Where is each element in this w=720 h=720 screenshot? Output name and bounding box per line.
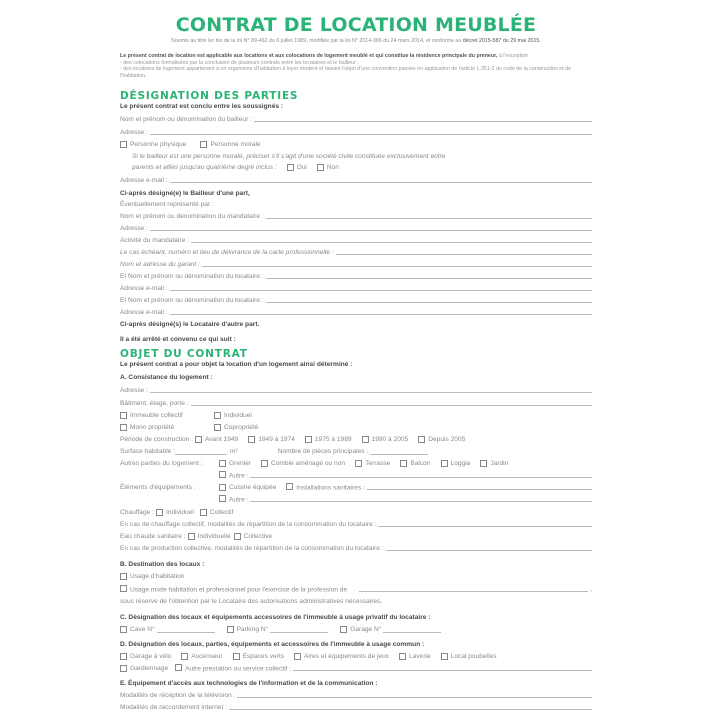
- checkbox-garage[interactable]: [340, 626, 381, 633]
- option-label: Copropriété: [224, 424, 259, 431]
- checkbox-icon[interactable]: [219, 484, 226, 491]
- checkbox-cave[interactable]: [120, 626, 155, 633]
- internet-field[interactable]: [120, 701, 592, 711]
- option-label: Personne physique: [130, 141, 187, 148]
- checkbox-installations-sanitaires[interactable]: [286, 483, 367, 492]
- input-line[interactable]: [293, 663, 592, 671]
- locataire-1-email-field[interactable]: [120, 282, 592, 292]
- option-label: Individuel: [165, 509, 194, 516]
- option-label: Oui: [296, 164, 307, 171]
- checkbox-autre-service[interactable]: [175, 664, 293, 673]
- input-line[interactable]: [266, 271, 592, 279]
- subsection-title: D. Désignation des locaux, parties, équipements et accessoires de l'immeuble à usage commun :: [120, 641, 425, 648]
- field-label: Adresse e-mail :: [120, 285, 168, 292]
- option-label: Collectif: [209, 509, 234, 516]
- checkbox-icon[interactable]: [248, 436, 255, 443]
- subsection-title: A. Consistance du logement :: [120, 374, 213, 381]
- locataire-2-email-field[interactable]: [120, 306, 592, 316]
- subsection-title: E. Équipement d'accès aux technologies de l'information et de la communication :: [120, 680, 378, 687]
- checkbox-immeuble-collectif[interactable]: [120, 412, 214, 419]
- statement-text: Ci-après désigné(e) le Bailleur d'une part,: [120, 190, 250, 197]
- bailleur-address-field[interactable]: [120, 126, 592, 136]
- field-label: Nom et prénom ou dénomination du mandataire :: [120, 213, 264, 220]
- checkbox-copropriete[interactable]: [214, 424, 258, 431]
- field-label: Adresse :: [120, 387, 148, 394]
- checkbox-icon[interactable]: [120, 412, 127, 419]
- bailleur-type-row: [120, 138, 592, 148]
- option-label: Personne morale: [210, 141, 261, 148]
- option-label: Collective: [243, 533, 273, 540]
- usage-mixte-field[interactable]: [120, 583, 592, 593]
- checkbox-icon[interactable]: [233, 653, 240, 660]
- checkbox-icon[interactable]: [120, 585, 127, 592]
- input-line[interactable]: [202, 259, 592, 267]
- checkbox-icon[interactable]: [399, 653, 406, 660]
- periode-construction-row: [120, 433, 592, 443]
- mandataire-activity-field[interactable]: [120, 234, 592, 244]
- subsection-title: B. Destination des locaux :: [120, 561, 205, 568]
- checkbox-icon[interactable]: [355, 460, 362, 467]
- checkbox-icon[interactable]: [200, 509, 207, 516]
- convenu: [120, 333, 592, 343]
- section-heading-parties: DÉSIGNATION DES PARTIES: [120, 90, 299, 102]
- checkbox-icon[interactable]: [400, 460, 407, 467]
- checkbox-combles[interactable]: [261, 460, 345, 467]
- statement-text: Ci-après désigné(s) le Locataire d'autre part.: [120, 321, 260, 328]
- option-label: Individuel: [224, 412, 252, 419]
- autres-parties-row: [120, 457, 592, 467]
- checkbox-icon[interactable]: [219, 471, 226, 478]
- morale-note-1: [132, 150, 604, 160]
- note-text: Si le bailleur est une personne morale, préciser s'il s'agit d'une société civile constituée exclusivement entre: [132, 153, 446, 160]
- option-label: Mono propriété: [130, 424, 175, 431]
- reserve-note: [120, 595, 592, 605]
- checkbox-mono-propriete[interactable]: [120, 424, 214, 431]
- checkbox-icon[interactable]: [362, 436, 369, 443]
- checkbox-icon[interactable]: [120, 573, 127, 580]
- checkbox-local-poubelles[interactable]: [441, 653, 497, 660]
- profession-input[interactable]: [359, 584, 588, 592]
- objet-intro: [120, 358, 592, 368]
- parties-intro-text: Le présent contrat est conclu entre les soussignés :: [120, 103, 284, 110]
- checkbox-usage-habitation[interactable]: [120, 573, 184, 580]
- checkbox-icon[interactable]: [441, 653, 448, 660]
- equipements-row: [120, 481, 592, 491]
- note-text: sous réserve de l'obtention par le Locataire des autorisations administratives nécessaires.: [120, 598, 383, 605]
- checkbox-icon[interactable]: [214, 412, 221, 419]
- chauffage-modalites-field[interactable]: [120, 518, 592, 528]
- checkbox-icon[interactable]: [227, 626, 234, 633]
- locataire-2-name-field[interactable]: [120, 294, 592, 304]
- input-line[interactable]: [150, 385, 592, 393]
- option-label: 1949 à 1974: [258, 436, 295, 443]
- checkbox-icon[interactable]: [286, 483, 293, 490]
- checkbox-icon[interactable]: [175, 664, 182, 671]
- option-label: Cuisine équipée: [229, 484, 277, 491]
- equipements-autre-field[interactable]: [219, 493, 592, 503]
- option-label: Immeuble collectif: [130, 412, 183, 419]
- intro-exception-2: - des locations de logement appartenant à un organisme d'habitation à loyer modéré et faisant l'objet d'une convention passée en application de l'article L.351-2 du code de la construction et de l'habitation.: [120, 66, 572, 79]
- option-label: Terrasse: [365, 460, 391, 467]
- cave-number-input[interactable]: [157, 625, 215, 633]
- pieces-input[interactable]: [370, 447, 428, 455]
- checkbox-oui[interactable]: [287, 164, 307, 171]
- option-label: Laverie: [409, 653, 431, 660]
- option-label: Individuelle: [197, 533, 231, 540]
- subsection-d-title: [120, 638, 592, 648]
- carte-pro-field[interactable]: [120, 246, 592, 256]
- checkbox-icon[interactable]: [156, 509, 163, 516]
- field-label: Nombre de pièces principales :: [277, 448, 369, 455]
- field-label: Nom et adresse du garant :: [120, 261, 200, 268]
- bailleur-part: [120, 187, 592, 197]
- option-label: Local poubelles: [450, 653, 497, 660]
- surface-row: [120, 445, 592, 455]
- input-line[interactable]: [266, 295, 592, 303]
- option-label: Autre :: [229, 496, 249, 503]
- option-label: Garage à vélo: [130, 653, 172, 660]
- checkbox-icon[interactable]: [305, 436, 312, 443]
- tv-field[interactable]: [120, 689, 592, 699]
- propriete-type-row: [120, 421, 592, 431]
- option-label: 1975 à 1989: [314, 436, 352, 443]
- option-label: Depuis 2005: [428, 436, 466, 443]
- subtitle-decree: décret 2015-587 du 29 mai 2015.: [462, 38, 541, 44]
- checkbox-icon[interactable]: [219, 495, 226, 502]
- checkbox-icon[interactable]: [195, 436, 202, 443]
- document-subtitle: [120, 38, 592, 44]
- subtitle-text: Soumis au titre Ier bis de la loi N° 89-462 du 6 juillet 1989, modifiée par la loi N° 2014-366 du 24 mars 2014, et conforme au: [171, 38, 463, 44]
- parties-intro: [120, 100, 592, 110]
- checkbox-icon[interactable]: [234, 533, 241, 540]
- field-label: Adresse e-mail :: [120, 177, 168, 184]
- checkbox-icon[interactable]: [120, 626, 127, 633]
- input-line[interactable]: [254, 114, 592, 122]
- checkbox-icon[interactable]: [287, 164, 294, 171]
- option-label: Ascenseur: [191, 653, 223, 660]
- usage-habitation-row: [120, 570, 592, 580]
- option-label: Grenier: [229, 460, 251, 467]
- checkbox-icon[interactable]: [181, 653, 188, 660]
- note-text: parents et alliés jusqu'au quatrième degré inclus :: [132, 164, 277, 171]
- input-line[interactable]: [367, 482, 592, 490]
- intro-paragraph: [120, 53, 592, 79]
- parking-number-input[interactable]: [270, 625, 328, 633]
- checkbox-icon[interactable]: [294, 653, 301, 660]
- checkbox-periode-depuis-2005[interactable]: [418, 436, 465, 443]
- section-heading-objet: OBJET DU CONTRAT: [120, 348, 248, 360]
- unit-label: m²: [230, 448, 238, 455]
- checkbox-ascenseur[interactable]: [181, 653, 222, 660]
- eau-modalites-field[interactable]: [120, 542, 592, 552]
- checkbox-icon[interactable]: [441, 460, 448, 467]
- option-label: Installations sanitaires :: [296, 484, 365, 491]
- autres-parties-autre-field[interactable]: [219, 469, 592, 479]
- input-line[interactable]: [191, 235, 592, 243]
- checkbox-eau-collective[interactable]: [234, 533, 273, 540]
- comma: ,: [590, 586, 592, 593]
- input-line[interactable]: [266, 211, 592, 219]
- checkbox-non[interactable]: [317, 164, 339, 171]
- checkbox-icon[interactable]: [317, 164, 324, 171]
- option-label: 1990 à 2005: [371, 436, 409, 443]
- option-label: Jardin: [490, 460, 509, 467]
- field-label: Activité du mandataire :: [120, 237, 189, 244]
- checkbox-autre-equipements[interactable]: [219, 495, 250, 504]
- input-line[interactable]: [170, 283, 592, 291]
- subsection-a-title: [120, 371, 592, 381]
- option-label: Loggia: [450, 460, 471, 467]
- checkbox-usage-mixte[interactable]: [120, 585, 359, 594]
- checkbox-icon[interactable]: [219, 460, 226, 467]
- checkbox-chauffage-individuel[interactable]: [156, 509, 194, 516]
- communs-autre-row[interactable]: [120, 662, 592, 672]
- checkbox-loggia[interactable]: [441, 460, 471, 467]
- checkbox-icon[interactable]: [120, 653, 127, 660]
- checkbox-jardin[interactable]: [480, 460, 508, 467]
- bailleur-name-field[interactable]: [120, 113, 592, 123]
- field-label: Eau chaude sanitaire :: [120, 533, 186, 540]
- option-label: Garage N°: [350, 626, 382, 633]
- field-label: Période de construction :: [120, 436, 193, 443]
- checkbox-personne-physique[interactable]: [120, 141, 186, 148]
- checkbox-chauffage-collectif[interactable]: [200, 509, 233, 516]
- checkbox-icon[interactable]: [340, 626, 347, 633]
- input-line[interactable]: [386, 543, 592, 551]
- checkbox-gardiennage[interactable]: [120, 665, 168, 672]
- checkbox-icon[interactable]: [418, 436, 425, 443]
- checkbox-terrasse[interactable]: [355, 460, 390, 467]
- checkbox-icon[interactable]: [120, 424, 127, 431]
- subsection-e-title: [120, 677, 592, 687]
- communs-row: [120, 650, 592, 660]
- field-label: Surface habitable :: [120, 448, 175, 455]
- checkbox-periode-avant-1949[interactable]: [195, 436, 238, 443]
- intro-exception-1: - des colocations formalisées par la conclusion de plusieurs contrats entre les locataires et le bailleur ;: [120, 59, 359, 66]
- input-line[interactable]: [336, 247, 592, 255]
- represente-par: [120, 198, 592, 208]
- input-line[interactable]: [170, 175, 592, 183]
- field-label: Éléments d'équipements :: [120, 484, 196, 491]
- field-label: Le cas échéant, numéro et lieu de délivrance de la carte professionnelle :: [120, 249, 334, 256]
- option-label: Avant 1949: [204, 436, 239, 443]
- statement-text: Il a été arrêté et convenu ce qui suit :: [120, 336, 236, 343]
- option-label: Balcon: [410, 460, 431, 467]
- checkbox-garage-velo[interactable]: [120, 653, 171, 660]
- input-line[interactable]: [250, 470, 592, 478]
- garage-number-input[interactable]: [383, 625, 441, 633]
- option-label: Parking N°: [236, 626, 269, 633]
- mandataire-name-field[interactable]: [120, 210, 592, 220]
- input-line[interactable]: [229, 702, 592, 710]
- statement-text: Le présent contrat a pour objet la location d'un logement ainsi déterminé :: [120, 361, 353, 368]
- locataire-part: [120, 318, 592, 328]
- field-label: Adresse :: [120, 129, 148, 136]
- eau-chaude-row: [120, 530, 592, 540]
- surface-input[interactable]: [175, 447, 227, 455]
- checkbox-icon[interactable]: [200, 141, 207, 148]
- checkbox-individuel[interactable]: [214, 412, 252, 419]
- bailleur-email-field[interactable]: [120, 174, 592, 184]
- input-line[interactable]: [250, 494, 592, 502]
- field-label: Modalités de réception de la télévision :: [120, 692, 236, 699]
- option-label: Non: [326, 164, 339, 171]
- field-label: En cas de production collective, modalités de répartition de la consommation du locataire :: [120, 545, 384, 552]
- checkbox-autre-parties[interactable]: [219, 471, 250, 480]
- intro-bold: Le présent contrat de location est applicable aux locations et aux colocations de logement meublé et qui constitue la résidence principale du preneur,: [120, 53, 498, 59]
- annexes-privatifs-row: [120, 623, 592, 633]
- option-label: Autre :: [229, 472, 249, 479]
- checkbox-periode-1975-1989[interactable]: [305, 436, 352, 443]
- checkbox-icon[interactable]: [480, 460, 487, 467]
- input-line[interactable]: [378, 519, 592, 527]
- chauffage-row: [120, 506, 592, 516]
- field-label: Et Nom et prénom ou dénomination du locataire :: [120, 297, 264, 304]
- checkbox-cuisine-equipee[interactable]: [219, 484, 276, 491]
- checkbox-balcon[interactable]: [400, 460, 430, 467]
- option-label: Usage d'habitation: [130, 573, 185, 580]
- immeuble-type-row: [120, 409, 592, 419]
- checkbox-icon[interactable]: [214, 424, 221, 431]
- option-label: Autre prestation ou service collectif :: [185, 665, 292, 672]
- checkbox-periode-1990-2005[interactable]: [362, 436, 409, 443]
- checkbox-eau-individuelle[interactable]: [188, 533, 231, 540]
- input-line[interactable]: [237, 690, 592, 698]
- checkbox-parking[interactable]: [227, 626, 269, 633]
- field-label: Adresse e-mail :: [120, 309, 168, 316]
- input-line[interactable]: [150, 127, 592, 135]
- input-line[interactable]: [150, 223, 592, 231]
- option-label: Espaces verts: [242, 653, 284, 660]
- checkbox-icon[interactable]: [120, 141, 127, 148]
- checkbox-icon[interactable]: [261, 460, 268, 467]
- checkbox-icon[interactable]: [188, 533, 195, 540]
- checkbox-icon[interactable]: [120, 665, 127, 672]
- option-label: Cave N°: [130, 626, 155, 633]
- field-label: Bâtiment, étage, porte :: [120, 400, 189, 407]
- field-label: Autres parties du logement :: [120, 460, 203, 467]
- option-label: Gardiennage: [130, 665, 169, 672]
- garant-field[interactable]: [120, 258, 592, 268]
- option-label: Comble aménagé ou non: [271, 460, 346, 467]
- checkbox-personne-morale[interactable]: [200, 141, 260, 148]
- checkbox-espaces-verts[interactable]: [233, 653, 284, 660]
- subsection-c-title: [120, 611, 592, 621]
- checkbox-aires-jeux[interactable]: [294, 653, 389, 660]
- subsection-title: C. Désignation des locaux et équipements accessoires de l'immeuble à usage privatif du locataire :: [120, 614, 431, 621]
- field-label: Chauffage :: [120, 509, 154, 516]
- statement-text: Éventuellement représenté par :: [120, 201, 214, 208]
- field-label: Adresse :: [120, 225, 148, 232]
- field-label: Et Nom et prénom ou dénomination du locataire :: [120, 273, 264, 280]
- field-label: En cas de chauffage collectif, modalités de répartition de la consommation du locataire :: [120, 521, 377, 528]
- locataire-1-name-field[interactable]: [120, 270, 592, 280]
- checkbox-grenier[interactable]: [219, 460, 251, 467]
- morale-note-2: [132, 161, 604, 171]
- logement-address-field[interactable]: [120, 384, 592, 394]
- input-line[interactable]: [191, 398, 592, 406]
- option-label: Aires et équipements de jeux: [304, 653, 390, 660]
- field-label: Nom et prénom ou dénomination du bailleur :: [120, 116, 252, 123]
- document-title: CONTRAT DE LOCATION MEUBLÉE: [175, 14, 537, 36]
- input-line[interactable]: [170, 307, 592, 315]
- field-label: Modalités de raccordement internet :: [120, 704, 228, 711]
- checkbox-periode-1949-1974[interactable]: [248, 436, 295, 443]
- option-label: Usage mixte habitation et professionnel pour l'exercice de la profession de: [130, 586, 348, 593]
- intro-rest: à l'exception :: [497, 53, 532, 59]
- subsection-b-title: [120, 558, 592, 568]
- batiment-field[interactable]: [120, 397, 592, 407]
- checkbox-laverie[interactable]: [399, 653, 431, 660]
- mandataire-address-field[interactable]: [120, 222, 592, 232]
